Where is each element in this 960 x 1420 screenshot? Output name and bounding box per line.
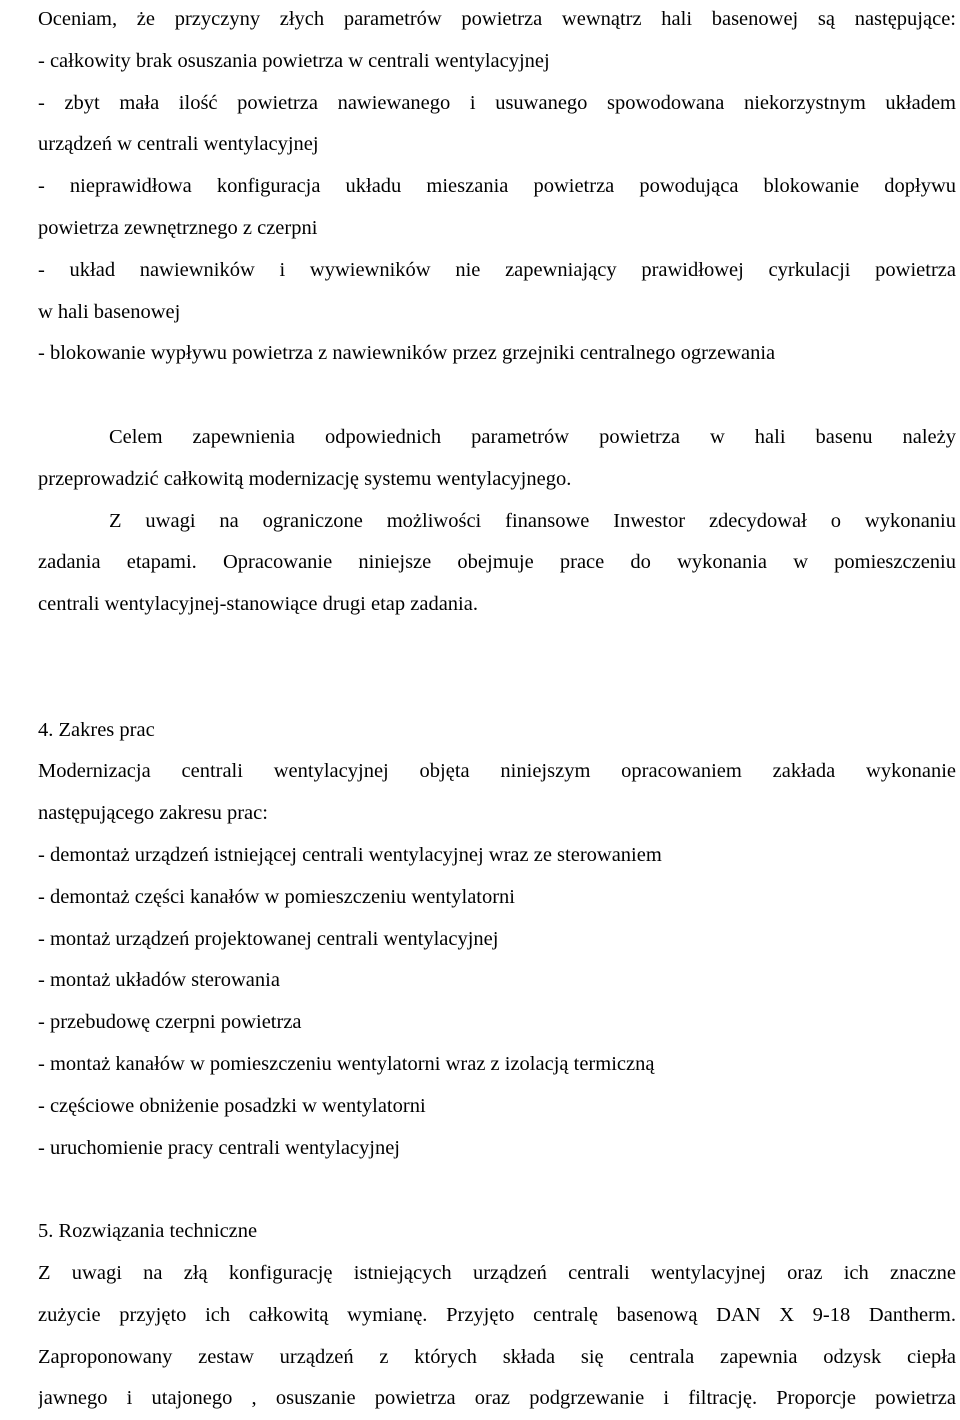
- cause-item-2-line-1: - zbyt mała ilość powietrza nawiewanego i usuwanego spowodowana niekorzystnym układem: [38, 91, 956, 114]
- section-5-line-3: Zaproponowany zestaw urządzeń z których składa się centrala zapewnia odzysk ciepła: [38, 1345, 956, 1368]
- cause-item-1: - całkowity brak osuszania powietrza w centrali wentylacyjnej: [38, 49, 550, 72]
- scope-item-8: - uruchomienie pracy centrali wentylacyjnej: [38, 1136, 401, 1159]
- goal-line-1: Celem zapewnienia odpowiednich parametrów powietrza w hali basenu należy: [109, 425, 956, 448]
- scope-item-6: - montaż kanałów w pomieszczeniu wentylatorni wraz z izolacją termiczną: [38, 1052, 655, 1075]
- causes-section: [38, 0, 956, 375]
- goal-line-2: przeprowadzić całkowitą modernizację systemu wentylacyjnego.: [38, 467, 572, 490]
- cause-item-5: - blokowanie wypływu powietrza z nawiewników przez grzejniki centralnego ogrzewania: [38, 342, 776, 365]
- scope-item-4: - montaż układów sterowania: [38, 969, 280, 992]
- section-5-line-4: jawnego i utajonego , osuszanie powietrza oraz podgrzewanie i filtrację. Proporcje powietrza: [38, 1387, 956, 1410]
- causes-intro: Oceniam, że przyczyny złych parametrów powietrza wewnątrz hali basenowej są następujące:: [38, 8, 956, 30]
- stages-line-2: zadania etapami. Opracowanie niniejsze obejmuje prace do wykonania w pomieszczeniu: [38, 551, 956, 574]
- cause-item-3-line-2: powietrza zewnętrznego z czerpni: [38, 216, 318, 239]
- cause-item-3-line-1: - nieprawidłowa konfiguracja układu mieszania powietrza powodująca blokowanie dopływu: [38, 175, 956, 198]
- section-5-line-1: Z uwagi na złą konfigurację istniejących urządzeń centrali wentylacyjnej oraz ich znaczne: [38, 1261, 956, 1284]
- section-5: [38, 1211, 956, 1420]
- section-4-intro-line-1: Modernizacja centrali wentylacyjnej objęta niniejszym opracowaniem zakłada wykonanie: [38, 760, 956, 783]
- scope-item-5: - przebudowę czerpni powietrza: [38, 1011, 302, 1034]
- scope-item-7: - częściowe obniżenie posadzki w wentylatorni: [38, 1094, 426, 1117]
- section-5-line-2: zużycie przyjęto ich całkowitą wymianę. Przyjęto centralę basenową DAN X 9-18 Dantherm.: [38, 1303, 956, 1326]
- goal-paragraph: [38, 417, 956, 501]
- stages-line-3: centrali wentylacyjnej-stanowiące drugi etap zadania.: [38, 593, 478, 616]
- scope-item-3: - montaż urządzeń projektowanej centrali wentylacyjnej: [38, 927, 499, 950]
- spacer: [38, 626, 956, 710]
- section-5-heading: 5. Rozwiązania techniczne: [38, 1220, 258, 1243]
- stages-line-1: Z uwagi na ograniczone możliwości finansowe Inwestor zdecydował o wykonaniu: [109, 509, 956, 532]
- section-4-intro-line-2: następującego zakresu prac:: [38, 802, 268, 825]
- cause-item-4-line-1: - układ nawiewników i wywiewników nie zapewniający prawidłowej cyrkulacji powietrza: [38, 258, 956, 281]
- stages-paragraph: [38, 501, 956, 626]
- spacer: [38, 1169, 956, 1211]
- cause-item-4-line-2: w hali basenowej: [38, 300, 181, 323]
- scope-item-1: - demontaż urządzeń istniejącej centrali wentylacyjnej wraz ze sterowaniem: [38, 843, 662, 866]
- spacer: [38, 375, 956, 417]
- section-4-heading: 4. Zakres prac: [38, 718, 155, 741]
- scope-item-2: - demontaż części kanałów w pomieszczeniu wentylatorni: [38, 885, 516, 908]
- cause-item-2-line-2: urządzeń w centrali wentylacyjnej: [38, 133, 319, 156]
- section-4: [38, 710, 956, 1170]
